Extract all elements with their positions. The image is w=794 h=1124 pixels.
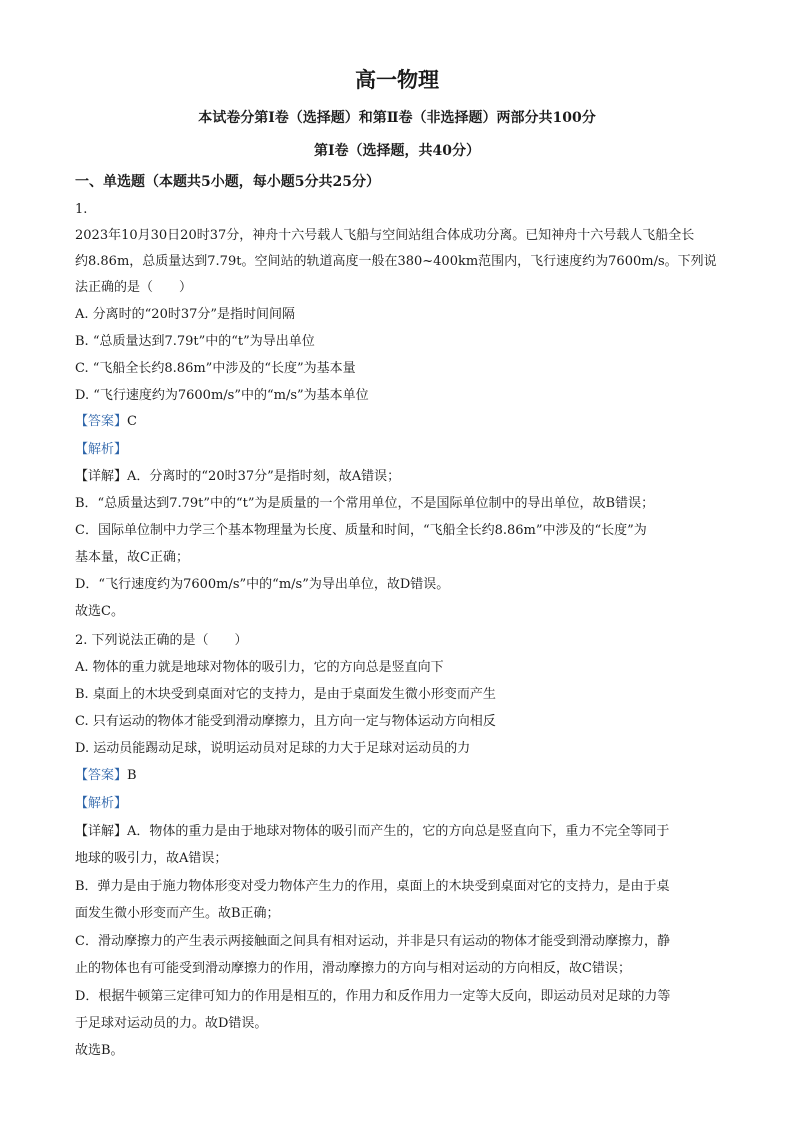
q1-detail-line-4: 基本量，故C正确； — [75, 550, 189, 565]
q1-detail-line-3: C．国际单位制中力学三个基本物理量为长度、质量和时间，“飞船全长约8.86m”中涉及的“长度”为 — [75, 523, 647, 538]
q2-detail-line-7: D．根据牛顿第三定律可知力的作用是相互的，作用力和反作用力一定等大反向，即运动员对足球的力等 — [75, 989, 671, 1004]
section-heading: 一、单选题（本题共5小题，每小题5分共25分） — [75, 174, 380, 190]
q1-option-a: A. 分离时的“20时37分”是指时间间隔 — [75, 307, 296, 322]
q1-detail-line-5: D．“飞行速度约为7600m/s”中的“m/s”为导出单位，故D错误。 — [75, 577, 450, 592]
q2-option-a: A. 物体的重力就是地球对物体的吸引力，它的方向总是竖直向下 — [75, 660, 444, 675]
q1-number: 1. — [75, 202, 88, 217]
q2-option-d: D. 运动员能踢动足球，说明运动员对足球的力大于足球对运动员的力 — [75, 741, 471, 756]
q2-detail-line-3: B．弹力是由于施力物体形变对受力物体产生力的作用，桌面上的木块受到桌面对它的支持力，是由于桌 — [75, 879, 670, 894]
q2-conclusion: 故选B。 — [75, 1043, 124, 1058]
q2-detail-line-8: 于足球对运动员的力。故D错误。 — [75, 1016, 268, 1031]
q1-analysis-label: 【解析】 — [75, 442, 128, 457]
q2-detail-line-1 — [75, 822, 735, 842]
answer-value: B — [127, 768, 137, 783]
q1-detail-line-2: B．“总质量达到7.79t”中的“t”为是质量的一个常用单位，不是国际单位制中的导出单位，故B错误； — [75, 496, 655, 511]
exam-subtitle: 本试卷分第Ⅰ卷（选择题）和第Ⅱ卷（非选择题）两部分共100分 — [198, 110, 596, 126]
q1-stem-line-2: 约8.86m，总质量达到7.79t。空间站的轨道高度一般在380~400km范围内，飞行速度约为7600m/s。下列说 — [75, 254, 717, 269]
detail-label: 【详解】 — [75, 469, 128, 484]
answer-label: 【答案】 — [75, 768, 128, 783]
detail-label: 【详解】 — [75, 824, 128, 839]
q1-option-c: C. “飞船全长约8.86m”中涉及的“长度”为基本量 — [75, 361, 356, 376]
q1-conclusion: 故选C。 — [75, 604, 124, 619]
q2-detail-line-6: 止的物体也有可能受到滑动摩擦力的作用，滑动摩擦力的方向与相对运动的方向相反，故C错误； — [75, 961, 631, 976]
q2-detail-line-4: 面发生微小形变而产生。故B正确； — [75, 906, 280, 921]
q2-option-b: B. 桌面上的木块受到桌面对它的支持力，是由于桌面发生微小形变而产生 — [75, 687, 496, 702]
q2-answer — [75, 766, 735, 786]
part1-title: 第Ⅰ卷（选择题，共40分） — [313, 143, 481, 159]
q1-answer — [75, 412, 735, 432]
answer-label: 【答案】 — [75, 414, 128, 429]
q1-option-b: B. “总质量达到7.79t”中的“t”为导出单位 — [75, 334, 315, 349]
q1-stem-line-1: 2023年10月30日20时37分，神舟十六号载人飞船与空间站组合体成功分离。已知神舟十六号载人飞船全长 — [75, 228, 695, 243]
page-title: 高一物理 — [355, 67, 439, 92]
q2-analysis-label: 【解析】 — [75, 796, 128, 811]
q2-stem: 2. 下列说法正确的是（ ） — [75, 633, 248, 648]
q2-option-c: C. 只有运动的物体才能受到滑动摩擦力，且方向一定与物体运动方向相反 — [75, 714, 496, 729]
detail-text: A．物体的重力是由于地球对物体的吸引而产生的，它的方向总是竖直向下，重力不完全等同于 — [127, 824, 670, 839]
q1-detail-line-1 — [75, 467, 735, 487]
q2-detail-line-2: 地球的吸引力，故A错误； — [75, 851, 228, 866]
detail-text: A．分离时的“20时37分”是指时刻，故A错误； — [127, 469, 401, 484]
q2-detail-line-5: C．滑动摩擦力的产生表示两接触面之间具有相对运动，并非是只有运动的物体才能受到滑动摩擦力，静 — [75, 934, 670, 949]
answer-value: C — [127, 414, 137, 429]
q1-option-d: D. “飞行速度约为7600m/s”中的“m/s”为基本单位 — [75, 388, 369, 403]
q1-stem-line-3: 法正确的是（ ） — [75, 280, 193, 295]
